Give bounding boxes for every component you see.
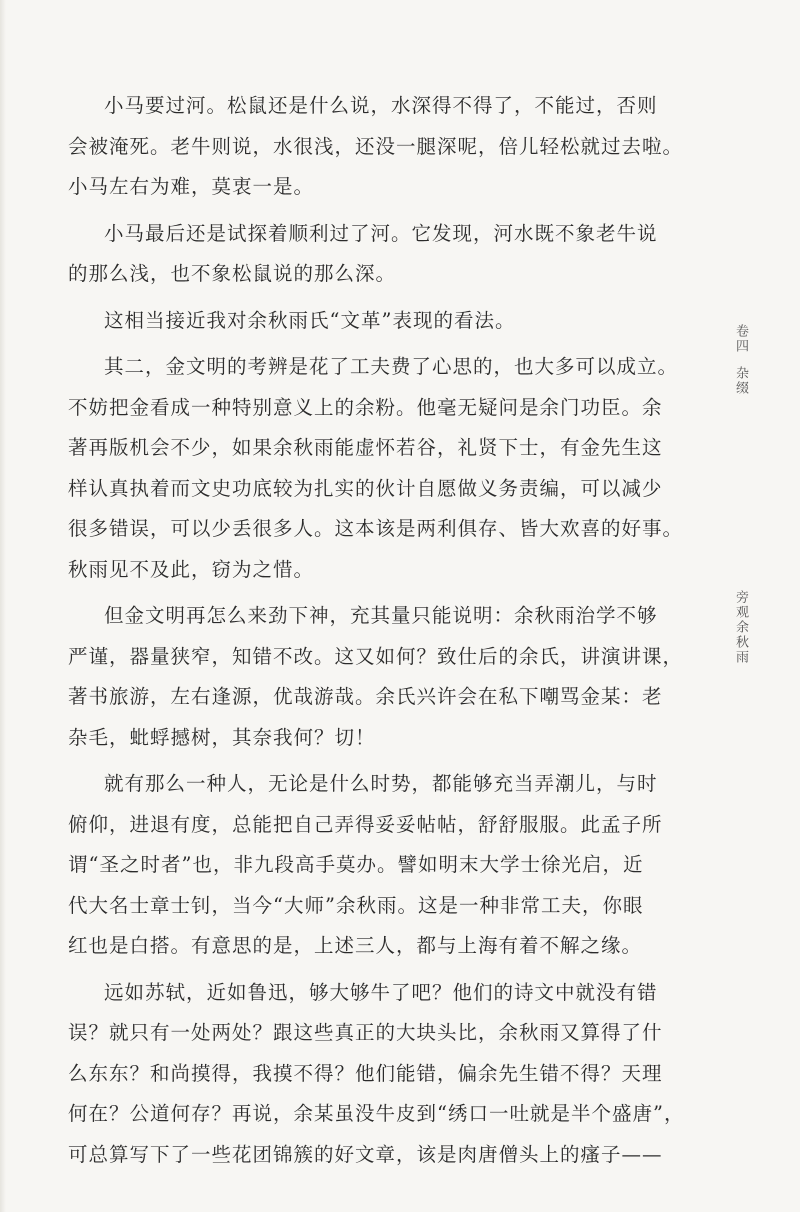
- text-line: 代大名士章士钊，当今“大师”余秋雨。这是一种非常工夫，你眼: [68, 893, 644, 917]
- volume-label: 卷四: [733, 324, 748, 354]
- text-line: 小马左右为难，莫衷一是。: [68, 175, 315, 198]
- text-line: 何在？公道何存？再说，余某虽没牛皮到“绣口一吐就是半个盛唐”，: [68, 1102, 685, 1125]
- text-line: 其二，金文明的考辨是花了工夫费了心思的，也大多可以成立。: [104, 355, 679, 378]
- text-line: 就有那么一种人，无论是什么时势，都能够充当弄潮儿，与时: [104, 772, 658, 795]
- paragraph: [68, 973, 685, 1176]
- text-line: 么东东？和尚摸得，我摸不得？他们能错，偏余先生错不得？天理: [68, 1061, 663, 1085]
- text-line: 不妨把金看成一种特别意义上的余粉。他毫无疑问是余门功臣。余: [68, 395, 663, 419]
- paragraph: [68, 764, 663, 967]
- text-line: 很多错误，可以少丢很多人。这本该是两利俱存、皆大欢喜的好事。: [68, 517, 684, 540]
- text-line: 但金文明再怎么来劲下神，充其量只能说明：余秋雨治学不够: [104, 604, 658, 627]
- paragraph: [68, 214, 660, 295]
- text-line: 的那么浅，也不象松鼠说的那么深。: [68, 262, 397, 285]
- page-edge-shadow: [0, 0, 6, 1212]
- text-line: 红也是白搭。有意思的是，上述三人，都与上海有着不解之缘。: [68, 934, 643, 957]
- text-line: 著再版机会不少，如果余秋雨能虚怀若谷，礼贤下士，有金先生这: [68, 436, 663, 459]
- category-label: 杂缀: [733, 366, 748, 396]
- text-line: 俯仰，进退有度，总能把自己弄得妥妥帖帖，舒舒服服。此孟子所: [68, 812, 663, 836]
- text-line: 误？就只有一处两处？跟这些真正的大块头比，余秋雨又算得了什: [68, 1021, 663, 1044]
- paragraph: [68, 86, 684, 208]
- margin-volume-label: [728, 324, 748, 396]
- margin-book-title: 旁观余秋雨: [733, 590, 748, 665]
- text-line: 会被淹死。老牛则说，水很浅，还没一腿深呢，倍儿轻松就过去啦。: [68, 134, 684, 158]
- paragraph: [68, 596, 684, 758]
- text-line: 小马要过河。松鼠还是什么说，水深得不得了，不能过，否则: [104, 94, 658, 117]
- text-line: 谓“圣之时者”也，非九段高手莫办。譬如明末大学士徐光启，近: [68, 853, 644, 876]
- paragraph: [68, 347, 684, 590]
- text-line: 秋雨见不及此，窃为之惜。: [68, 557, 315, 581]
- text-line: 小马最后还是试探着顺利过了河。它发现，河水既不象老牛说: [104, 221, 658, 245]
- paragraph: [68, 301, 660, 342]
- text-line: 远如苏轼，近如鲁迅，够大够牛了吧？他们的诗文中就没有错: [104, 980, 658, 1004]
- body-text: [68, 86, 685, 1181]
- text-line: 这相当接近我对余秋雨氏“文革”表现的看法。: [104, 308, 516, 332]
- text-line: 样认真执着而文史功底较为扎实的伙计自愿做义务责编，可以减少: [68, 476, 663, 500]
- text-line: 著书旅游，左右逢源，优哉游哉。余氏兴许会在私下嘲骂金某：老: [68, 685, 663, 708]
- text-line: 可总算写下了一些花团锦簇的好文章，该是肉唐僧头上的瘙子——: [68, 1142, 663, 1166]
- text-line: 杂毛，蚍蜉撼树，其奈我何？切！: [68, 725, 376, 749]
- text-line: 严谨，器量狭窄，知错不改。这又如何？致仕后的余氏，讲演讲课，: [68, 644, 684, 668]
